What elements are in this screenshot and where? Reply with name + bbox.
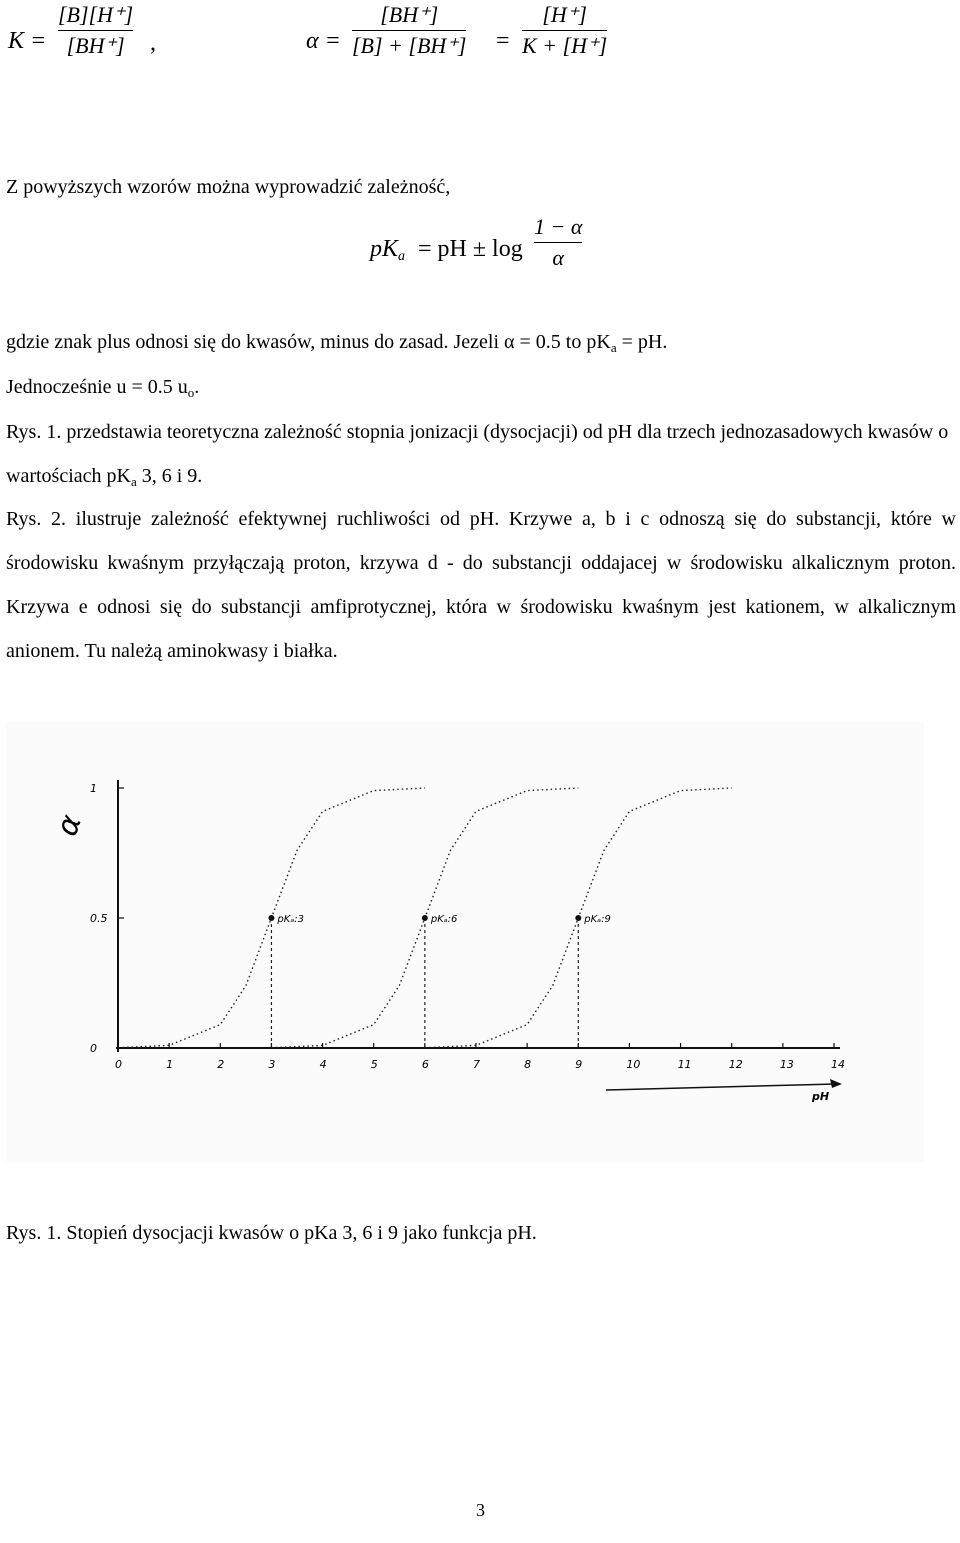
alpha-fraction-2 (522, 0, 607, 61)
k-denominator: [BH⁺] (66, 33, 125, 58)
x-tick-label: 13 (779, 1058, 794, 1071)
x-tick-label: 2 (217, 1058, 225, 1071)
x-tick-label: 9 (575, 1058, 583, 1071)
equals-sign: = (496, 28, 510, 54)
x-tick-label: 14 (831, 1058, 845, 1071)
x-tick-label: 1 (166, 1058, 174, 1071)
y-axis-label: α (49, 810, 90, 841)
pka-point (422, 915, 428, 921)
x-tick-label: 10 (626, 1058, 641, 1071)
figure-dissociation-chart (6, 722, 924, 1162)
y-tick-label: 0 (90, 1042, 97, 1055)
chart-svg (6, 722, 924, 1162)
paragraph-figure2-desc: Rys. 2. ilustruje zależność efektywnej ruchliwości od pH. Krzywe a, b i c odnoszą się do substancji, które w środowisku kwaśnym przyłączają proton, krzywa d - do substancji oddajacej w środowisku alkalicznym proton. Krzywa e odnosi się do substancji amfiprotycznej, która w środowisku kwaśnym jest kationem, w alkalicznym anionem. Tu należą aminokwasy i białka. (6, 508, 956, 662)
alpha-denominator-1: [B] + [BH⁺] (352, 33, 467, 58)
pka-point-label: pKₐ:9 (584, 914, 611, 925)
alpha-fraction-1 (352, 0, 466, 61)
alpha-lhs: α = (306, 28, 341, 54)
log-numerator: 1 − α (534, 214, 583, 239)
x-tick-label: 0 (115, 1058, 122, 1071)
log-fraction (534, 212, 582, 273)
figure-caption: Rys. 1. Stopień dysocjacji kwasów o pKa 3, 6 i 9 jako funkcja pH. (6, 1222, 537, 1244)
y-tick-label: 0.5 (90, 912, 108, 925)
x-tick-label: 7 (473, 1058, 480, 1071)
intro-text: Z powyższych wzorów można wyprowadzić zależność, (6, 176, 451, 198)
page-number: 3 (476, 1500, 485, 1520)
x-tick-label: 4 (319, 1058, 327, 1071)
x-tick-label: 12 (728, 1058, 743, 1071)
alpha-numerator-2: [H⁺] (542, 2, 587, 27)
pka-point (575, 915, 581, 921)
chart-ticks (90, 782, 845, 1071)
x-tick-label: 3 (268, 1058, 276, 1071)
pka-rhs: = pH ± log (418, 236, 523, 262)
alpha-denominator-2: K + [H⁺] (522, 33, 608, 58)
ph-arrowhead (830, 1079, 842, 1088)
pka-lhs: $pK_a$ (370, 236, 406, 264)
paragraph-figure1-desc: Rys. 1. przedstawia teoretyczna zależność stopnia jonizacji (dysocjacji) od pH dla trzech jednozasadowych kwasów o wartościach $pK_a$ 3, 6 i 9. (6, 421, 949, 489)
x-tick-label: 5 (370, 1058, 378, 1071)
x-tick-label: 11 (677, 1058, 692, 1071)
y-tick-label: 1 (90, 782, 97, 795)
x-tick-label: 6 (421, 1058, 429, 1071)
ph-arrow-line (606, 1084, 836, 1090)
chart-points (268, 914, 610, 925)
paragraph-mobility: Jednocześnie u = 0.5 $u_o$. (6, 376, 200, 400)
k-lhs: K = (8, 28, 47, 54)
pka-point-label: pKₐ:3 (277, 914, 304, 925)
pka-point-label: pKₐ:6 (430, 914, 458, 925)
x-axis-label: pH (812, 1090, 830, 1103)
alpha-numerator-1: [BH⁺] (380, 2, 439, 27)
x-tick-label: 8 (524, 1058, 532, 1071)
k-numerator: [B][H⁺] (58, 2, 134, 27)
pka-point (268, 915, 274, 921)
formula-comma: , (150, 30, 156, 56)
k-fraction (58, 0, 133, 61)
paragraph-sign-note: gdzie znak plus odnosi się do kwasów, minus do zasad. Jezeli α = 0.5 to $pK_a$ = pH. (6, 331, 668, 355)
log-denominator: α (552, 245, 564, 270)
chart-guides (271, 918, 578, 1048)
